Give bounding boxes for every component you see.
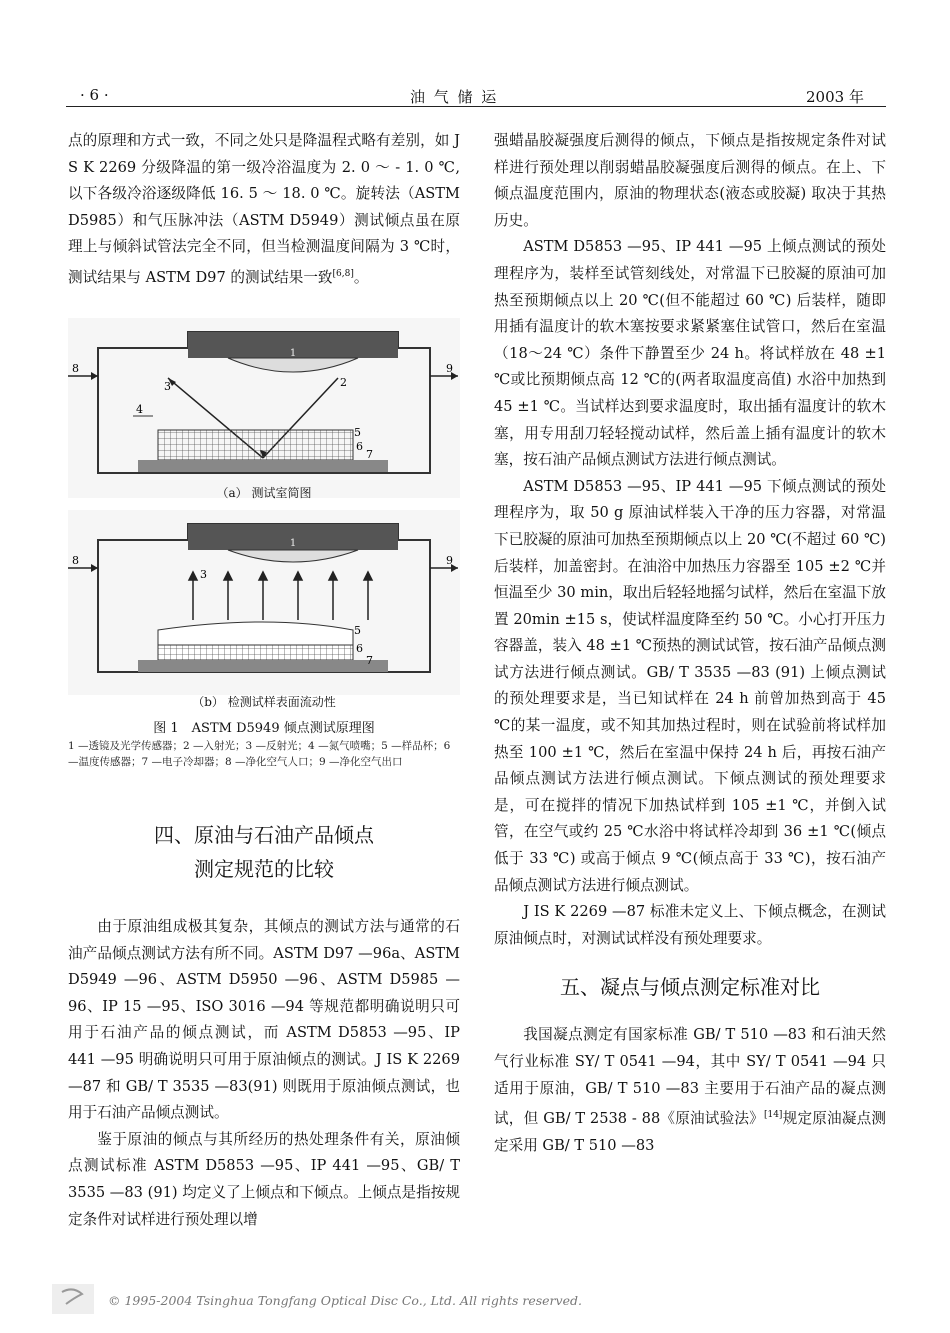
label-5: 5 xyxy=(354,426,361,439)
figure-1-legend: 1 —透镜及光学传感器；2 —入射光；3 —反射光；4 —氮气喷嘴；5 —样品杯；6 —温度传感器；7 —电子冷却器；8 —净化空气人口；9 —净化空气出口 xyxy=(68,740,451,768)
label-7: 7 xyxy=(366,448,373,461)
label-6-b: 6 xyxy=(356,642,363,655)
label-9-b: 9 xyxy=(446,554,453,567)
publisher-logo-icon xyxy=(52,1284,94,1314)
label-3-b: 3 xyxy=(200,568,207,581)
label-6: 6 xyxy=(356,440,363,453)
right-paragraph-2: ASTM D5853 —95、IP 441 —95 上倾点测试的预处理程序为，装样至试管刻线处，对常温下已胶凝的原油可加热至预期倾点以上 20 ℃(但不能超过 60 ℃) 后装样，随即用插有温度计的软木塞按要求紧紧塞住试管口，然后在室温（18～24 ℃）条件下静置至少 24 h。将试样放在 48 ±1 ℃或比预期倾点高 12 ℃的(两者取温度高值) 水浴中加热到 45 ±1 ℃。当试样达到要求温度时，取出插有温度计的软木塞，用专用刮刀轻轻搅动试样，然后盖上插有温度计的软木塞，按石油产品倾点测试方法进行倾点测试。 xyxy=(494,238,886,469)
left-column-lower xyxy=(68,818,460,1233)
figure-1b-caption: （b） 检测试样表面流动性 xyxy=(192,695,336,709)
label-2: 2 xyxy=(340,376,347,389)
journal-name: 油 气 储 运 xyxy=(410,88,499,106)
figure-1b xyxy=(68,510,460,710)
label-1-b: 1 xyxy=(289,538,297,549)
citation-14: [14] xyxy=(763,1110,783,1121)
label-1: 1 xyxy=(289,348,297,359)
issue-year: 2003 年 xyxy=(806,88,864,106)
section-4-title-line2: 测定规范的比较 xyxy=(194,857,334,881)
label-4: 4 xyxy=(136,403,143,416)
right-paragraph-1: 强蜡晶胶凝强度后测得的倾点，下倾点是指按规定条件对试样进行预处理以削弱蜡晶胶凝强度后测得的倾点。在上、下倾点温度范围内，原油的物理状态(液态或胶凝) 取决于其热历史。 xyxy=(494,132,886,229)
right-paragraph-4: J IS K 2269 —87 标准未定义上、下倾点概念，在测试原油倾点时，对测试试样没有预处理要求。 xyxy=(494,903,886,947)
sample-flow-diagram xyxy=(68,510,460,695)
right-paragraph-3: ASTM D5853 —95、IP 441 —95 下倾点测试的预处理程序为，取 50 g 原油试样装入干净的压力容器，对常温下已胶凝的原油可加热至预期倾点以上 20 ℃(不超过 60 ℃) 后装样，加盖密封。在油浴中加热压力容器至 105 ±2 ℃并恒温至少 30 min，取出后轻轻地摇匀试样，然后在室温下放置 20min ±15 s，使试样温度降至约 50 ℃。小心打开压力容器盖，装入 48 ±1 ℃预热的测试试管，按石油产品倾点测试方法进行倾点测试。GB/ T 3535 —83 (91) 上倾点测试的预处理要求是，当已知试样在 24 h 前曾加热到高于 45 ℃的某一温度，或不知其加热过程时，则在试验前将试样加热至 100 ±1 ℃，然后在室温中保持 24 h 后，再按石油产品倾点测试方法进行倾点测试。下倾点测试的预处理要求是，可在搅拌的情况下加热试样到 105 ±1 ℃，并倒入试管，在空气或约 25 ℃水浴中将试样冷却到 36 ±1 ℃(倾点低于 33 ℃) 或高于倾点 9 ℃(倾点高于 33 ℃)，按石油产品倾点测试方法进行倾点测试。 xyxy=(494,477,886,894)
citation-6-8: [6,8] xyxy=(332,268,354,279)
figure-1-caption: 图 1 ASTM D5949 倾点测试原理图 xyxy=(153,721,375,736)
copyright-footer: © 1995-2004 Tsinghua Tongfang Optical Disc Co., Ltd. All rights reserved. xyxy=(108,1293,582,1308)
label-3: 3 xyxy=(164,380,171,393)
label-8-b: 8 xyxy=(72,554,79,567)
right-paragraph-5: 我国凝点测定有国家标准 GB/ T 510 —83 和石油天然气行业标准 SY/ T 0541 —94，其中 SY/ T 0541 —94 只适用于原油，GB/ T 510 —83 主要用于石油产品的凝点测试，但 GB/ T 2538 - 88《原油试验法》[14]规定原油凝点测定采用 GB/ T 510 —83 xyxy=(494,1026,886,1154)
right-column xyxy=(494,128,886,1159)
test-chamber-diagram xyxy=(68,318,460,498)
left-paragraph-2: 由于原油组成极其复杂，其倾点的测试方法与通常的石油产品倾点测试方法有所不同。ASTM D97 —96a、ASTM D5949 —96、ASTM D5950 —96、ASTM D5985 —96、IP 15 —95、ISO 3016 —94 等规范都明确说明只可用于石油产品的倾点测试，而 ASTM D5853 —95、IP 441 —95 明确说明只可用于原油倾点的测试。J IS K 2269 —87 和 GB/ T 3535 —83(91) 则既用于原油倾点测试，也用于石油产品倾点测试。 xyxy=(68,918,460,1122)
page-number: · 6 · xyxy=(80,86,109,104)
header-rule xyxy=(66,106,886,107)
label-7-b: 7 xyxy=(366,654,373,667)
left-paragraph-1: 点的原理和方式一致，不同之处只是降温程式略有差别，如 J S K 2269 分级降温的第一级冷浴温度为 2. 0 ～ - 1. 0 ℃,以下各级冷浴逐级降低 16. 5 ～ 18. 0 ℃。旋转法（ASTM D5985）和气压脉冲法（ASTM D5949）测试倾点虽在原理上与倾斜试管法完全不同，但当检测温度间隔为 3 ℃时，测试结果与 ASTM D97 的测试结果一致[6,8]。 xyxy=(68,132,460,286)
figure-1a xyxy=(68,318,460,498)
figure-1a-caption: （a） 测试室简图 xyxy=(216,486,312,500)
label-5-b: 5 xyxy=(354,624,361,637)
label-8: 8 xyxy=(72,362,79,375)
left-paragraph-3: 鉴于原油的倾点与其所经历的热处理条件有关，原油倾点测试标准 ASTM D5853 —95、IP 441 —95、GB/ T 3535 —83 (91) 均定义了上倾点和下倾点。上倾点是指按规定条件对试样进行预处理以增 xyxy=(68,1130,460,1228)
left-column xyxy=(68,128,460,291)
label-9: 9 xyxy=(446,362,453,375)
section-4-title-line1: 四、原油与石油产品倾点 xyxy=(154,823,374,847)
section-5-title: 五、凝点与倾点测定标准对比 xyxy=(560,975,820,1000)
